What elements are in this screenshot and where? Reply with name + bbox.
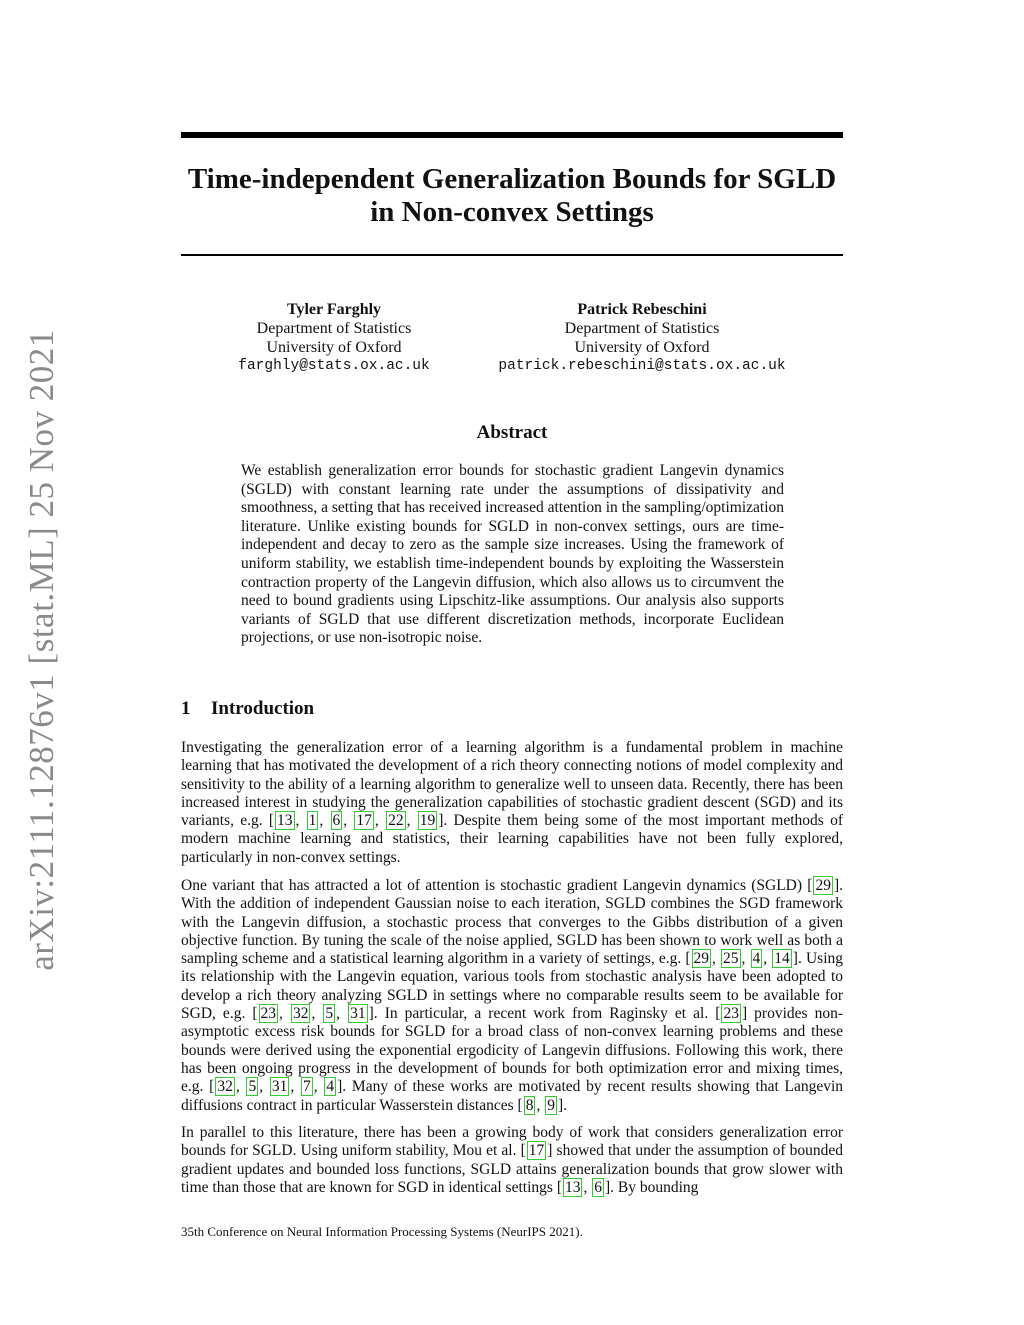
author-block bbox=[492, 300, 792, 376]
citation-link[interactable]: 5 bbox=[325, 1005, 334, 1023]
citation-link[interactable]: 4 bbox=[752, 950, 761, 968]
paragraph-text: Using its relationship with the Langevin equation, various tools from stochastic analysis have been adopted to develop a rich theory analyzing SGLD in settings where no comparable results seem to be available for SGD, e.g. bbox=[181, 950, 844, 1023]
paragraph-text: Despite them being some of the most important methods of modern machine learning and statistics, their learning capabilities have not been fully explored, particularly in non-convex settings. bbox=[181, 812, 844, 866]
citation-link[interactable]: 6 bbox=[594, 1178, 602, 1196]
citation-link[interactable]: 19 bbox=[419, 812, 436, 830]
citation-link[interactable]: 7 bbox=[302, 1078, 311, 1096]
paragraph-text: With the addition of independent Gaussian noise to each iteration, SGLD combines the SGD framework with the Langevin diffusion, a stochastic process that converges to the Gibbs distribution of a given objective function. By tuning the scale of the noise applied, SGLD has been shown to work well as both a sampling scheme and a statistical learning algorithm in a variety of settings, e.g. bbox=[181, 895, 843, 968]
paragraph-text: In particular, a recent work from Raginsky et al. bbox=[384, 1005, 709, 1023]
citation-link[interactable]: 13 bbox=[277, 812, 293, 830]
author-block bbox=[234, 300, 434, 376]
citation-link[interactable]: 6 bbox=[332, 812, 341, 830]
author-name: Patrick Rebeschini bbox=[577, 301, 707, 318]
citation-link[interactable]: 23 bbox=[260, 1005, 277, 1023]
title-rule-top bbox=[181, 132, 843, 138]
citation-link[interactable]: 14 bbox=[774, 950, 790, 968]
citation-group: 29 , 25 , 4 , 14 bbox=[693, 950, 790, 968]
citation-link[interactable]: 32 bbox=[292, 1005, 309, 1023]
section-number: 1 bbox=[181, 698, 191, 719]
citation-link[interactable]: 31 bbox=[271, 1078, 288, 1096]
citation-link[interactable]: 23 bbox=[723, 1005, 739, 1023]
citation-group: 23 , 32 , 5 , 31 bbox=[260, 1005, 366, 1023]
paragraph-text: Many of these works are motivated by recent results showing that Langevin diffusions contract in particular Wasserstein distances bbox=[181, 1078, 844, 1114]
abstract-heading: Abstract bbox=[476, 422, 548, 443]
citation-link[interactable]: 29 bbox=[815, 877, 831, 894]
author-department: Department of Statistics bbox=[564, 320, 720, 337]
title-line-1: Time-independent Generalization Bounds for SGLD bbox=[187, 163, 837, 195]
author-university: University of Oxford bbox=[574, 339, 710, 356]
citation-link[interactable]: 9 bbox=[547, 1096, 555, 1114]
citation-group: 32 , 5 , 31 , 7 , 4 bbox=[217, 1078, 335, 1096]
intro-paragraph-3: In parallel to this literature, there has been a growing body of work that considers generalization error bounds for SGLD. Using uniform stability, Mou et al. [ 17 ] showed that under the assumption of bounded gradient updates and bounded loss functions, SGLD attains generalization bounds that grow slower with time than those that are known for SGD in identical settings [ 13 , 6 ]. By bounding bbox=[181, 1124, 843, 1196]
citation-group: 13 , 1 , 6 , 17 , 22 , 19 bbox=[277, 812, 436, 830]
section-title: Introduction bbox=[211, 698, 315, 719]
citation-group bbox=[526, 1142, 548, 1159]
paragraph-text: showed that under the assumption of bounded gradient updates and bounded loss functions, SGLD attains generalization bounds that grow slower with time than those that are known for SGD in identical settings bbox=[181, 1142, 843, 1196]
author-university: University of Oxford bbox=[266, 339, 402, 356]
paragraph-text: provides non-asymptotic excess risk bounds for SGLD for a broad class of non-convex learning problems and these bounds were derived using the exponential ergodicity of Langevin diffusions. Following this work, there has been ongoing progress in the development of bounds for both optimization error and mixing times, e.g. bbox=[181, 1005, 844, 1096]
title-rule-bottom bbox=[181, 254, 843, 256]
citation-link[interactable]: 8 bbox=[525, 1096, 534, 1114]
citation-group: 8 , 9 bbox=[525, 1096, 555, 1114]
paragraph-text: In parallel to this literature, there has been a growing body of work that considers generalization error bounds for SGLD. Using uniform stability, Mou et al. bbox=[181, 1124, 843, 1160]
paragraph-text: By bounding bbox=[617, 1178, 699, 1196]
citation-group: 13 , 6 bbox=[564, 1178, 602, 1196]
citation-link[interactable]: 25 bbox=[723, 950, 739, 968]
paragraph-text: One variant that has attracted a lot of attention is stochastic gradient Langevin dynamics (SGLD) bbox=[181, 877, 803, 894]
citation-link[interactable]: 32 bbox=[217, 1078, 233, 1096]
citation-link[interactable]: 1 bbox=[308, 812, 317, 830]
citation-link[interactable]: 5 bbox=[248, 1078, 257, 1096]
title-line-2: in Non-convex Settings bbox=[370, 196, 654, 228]
citation-group bbox=[720, 1005, 742, 1022]
citation-link[interactable]: 13 bbox=[564, 1178, 581, 1196]
author-department: Department of Statistics bbox=[256, 320, 412, 337]
conference-footnote: 35th Conference on Neural Information Processing Systems (NeurIPS 2021). bbox=[181, 1224, 583, 1239]
abstract-text: We establish generalization error bounds for stochastic gradient Langevin dynamics (SGLD) with constant learning rate under the assumptions of dissipativity and smoothness, a setting that has received increased attention in the sampling/optimization literature. Unlike existing bounds for SGLD in non-convex settings, ours are time-independent and decay to zero as the sample size increases. Using the framework of uniform stability, we establish time-independent bounds by exploiting the Wasserstein contraction property of the Langevin diffusion, which also allows us to circumvent the need to bound gradients using Lipschitz-like assumptions. Our analysis also supports variants of SGLD that use different discretization methods, incorporate Euclidean projections, or use non-isotropic noise. bbox=[241, 462, 784, 647]
citation-link[interactable]: 22 bbox=[388, 812, 404, 830]
intro-paragraph-2: One variant that has attracted a lot of attention is stochastic gradient Langevin dynamics (SGLD) [ 29 ]. With the addition of independent Gaussian noise to each iteration, SGLD combines the SGD framework with the Langevin diffusion, a stochastic process that converges to the Gibbs distribution of a given objective function. By tuning the scale of the noise applied, SGLD has been shown to work well as both a sampling scheme and a statistical learning algorithm in a variety of settings, e.g. [ 29 , 25 , 4 , 14 ]. Using its relationship with the Langevin equation, various tools from stochastic analysis have been adopted to develop a rich theory analyzing SGLD in settings where no comparable results seem to be available for SGD, e.g. [ 23 , 32 , 5 , 31 ]. In particular, a recent work from Raginsky et al. [ 23 ] provides non-asymptotic excess risk bounds for SGLD for a broad class of non-convex learning problems and these bounds were derived using the exponential ergodicity of Langevin diffusions. Following this work, there has been ongoing progress in the development of bounds for both optimization error and mixing times, e.g. [ 32 , 5 , 31 , 7 , 4 ]. Many of these works are motivated by recent results showing that Langevin diffusions contract in particular Wasserstein distances [ 8 , 9 ]. bbox=[181, 877, 844, 1114]
citation-link[interactable]: 17 bbox=[356, 812, 372, 830]
paragraph-text: Investigating the generalization error of a learning algorithm is a fundamental problem in machine learning that has motivated the development of a rich theory connecting notions of model complexity and sensitivity to the ability of a learning algorithm to generalize well to unseen data. Recently, there has been increased interest in studying the generalization capabilities of stochastic gradient descent (SGD) and its variants, e.g. bbox=[181, 739, 843, 830]
author-email[interactable]: patrick.rebeschini@stats.ox.ac.uk bbox=[498, 358, 786, 374]
paper-title bbox=[181, 163, 843, 229]
citation-group bbox=[812, 877, 834, 894]
citation-link[interactable]: 17 bbox=[528, 1142, 545, 1160]
citation-link[interactable]: 31 bbox=[350, 1005, 366, 1023]
arxiv-stamp-text: arXiv:2111.12876v1 [stat.ML] 25 Nov 2021 bbox=[22, 329, 61, 971]
author-email[interactable]: farghly@stats.ox.ac.uk bbox=[238, 358, 430, 374]
citation-link[interactable]: 29 bbox=[693, 950, 709, 968]
citation-link[interactable]: 4 bbox=[326, 1078, 335, 1096]
section-heading bbox=[181, 698, 314, 720]
intro-paragraph-1: Investigating the generalization error of a learning algorithm is a fundamental problem in machine learning that has motivated the development of a rich theory connecting notions of model complexity and sensitivity to the ability of a learning algorithm to generalize well to unseen data. Recently, there has been increased interest in studying the generalization capabilities of stochastic gradient descent (SGD) and its variants, e.g. [ 13 , 1 , 6 , 17 , 22 , 19 ]. Despite them being some of the most important methods of modern machine learning and statistics, their learning capabilities have not been fully explored, particularly in non-convex settings. bbox=[181, 739, 844, 866]
author-name: Tyler Farghly bbox=[286, 301, 382, 318]
